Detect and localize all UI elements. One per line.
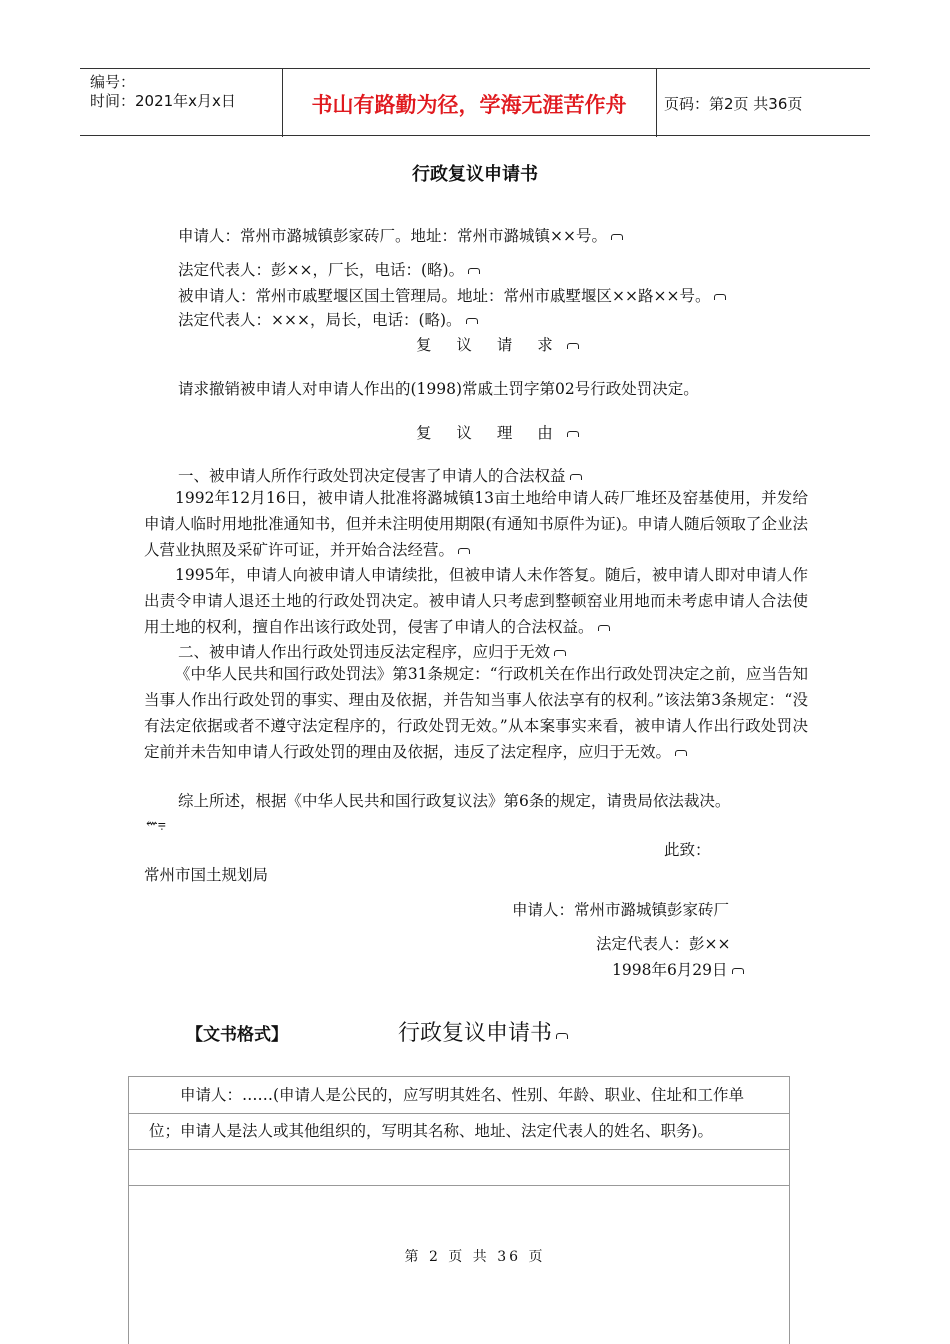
paragraph-mark-icon: [611, 234, 623, 240]
respondent-rep-line: [178, 308, 478, 330]
paragraph-mark-icon: [732, 968, 744, 974]
respondent-rep-text: 法定代表人：×××，局长，电话：(略)。: [178, 311, 462, 329]
header-meta: [90, 73, 236, 111]
header-divider: [656, 69, 657, 137]
header-motto: 书山有路勤为径，学海无涯苦作舟: [311, 93, 627, 117]
reason-2-paragraph-1: [144, 661, 808, 765]
request-heading-text: 复 议 请 求: [416, 336, 563, 354]
format-title-text: 行政复议申请书: [398, 1021, 553, 1046]
reason-1-title-text: 一、被申请人所作行政处罚决定侵害了申请人的合法权益: [178, 467, 566, 485]
reason-heading: [416, 421, 579, 443]
reason-2-title-text: 二、被申请人作出行政处罚违反法定程序，应归于无效: [178, 643, 551, 661]
format-template-box: [128, 1076, 790, 1344]
header-table: [80, 68, 870, 136]
paragraph-mark-icon: [598, 625, 610, 631]
header-number: 编号：: [90, 73, 136, 91]
applicant-text: 申请人：常州市潞城镇彭家砖厂。地址：常州市潞城镇××号。: [178, 227, 607, 245]
box-row-divider: [129, 1185, 789, 1186]
stray-glyph: ⇜⩦: [146, 816, 166, 832]
request-text: 请求撤销被申请人对申请人作出的(1998)常戚土罚字第02号行政处罚决定。: [178, 380, 699, 398]
applicant-rep-line: [178, 258, 480, 280]
page-footer: 第 2 页 共 36 页: [404, 1249, 546, 1265]
salutation: 此致：: [664, 841, 711, 859]
signature-date-text: 1998年6月29日: [612, 961, 728, 979]
document-title: 行政复议申请书: [412, 164, 538, 185]
reason-1-paragraph-2: [144, 562, 808, 640]
reason-2-p1-text: 《中华人民共和国行政处罚法》第31条规定：“行政机关在作出行政处罚决定之前，应当告知当事人作出行政处罚的事实、理由及依据，并告知当事人依法享有的权利。”该法第3条规定：“没有法定依据或者不遵守法定程序的，行政处罚无效。”从本案事实来看，被申请人作出行政处罚决定前并未告知申请人行政处罚的理由及依据，违反了法定程序，应归于无效。: [144, 665, 808, 761]
paragraph-mark-icon: [466, 318, 478, 324]
conclusion: 综上所述，根据《中华人民共和国行政复议法》第6条的规定，请贵局依法裁决。: [178, 792, 731, 810]
paragraph-mark-icon: [567, 431, 579, 437]
paragraph-mark-icon: [567, 343, 579, 349]
paragraph-mark-icon: [714, 294, 726, 300]
respondent-line: [178, 284, 726, 306]
signature-applicant: 申请人：常州市潞城镇彭家砖厂: [512, 901, 730, 919]
paragraph-mark-icon: [468, 268, 480, 274]
applicant-line: [178, 224, 623, 246]
signature-representative: 法定代表人：彭××: [596, 935, 731, 953]
recipient: 常州市国土规划局: [144, 866, 269, 884]
paragraph-mark-icon: [675, 750, 687, 756]
paragraph-mark-icon: [570, 474, 582, 480]
reason-1-title: [178, 464, 582, 486]
reason-1-p2-text: 1995年，申请人向被申请人申请续批，但被申请人未作答复。随后，被申请人即对申请人作出责令申请人退还土地的行政处罚决定。被申请人只考虑到整顿窑业用地而未考虑申请人合法使用土地的权利，擅自作出该行政处罚，侵害了申请人的合法权益。: [144, 566, 808, 636]
paragraph-mark-icon: [556, 1033, 568, 1039]
applicant-rep-text: 法定代表人：彭××，厂长，电话：(略)。: [178, 261, 465, 279]
paragraph-mark-icon: [554, 650, 566, 656]
format-label: 【文书格式】: [186, 1025, 288, 1045]
reason-2-title: [178, 640, 566, 662]
header-date: 时间：2021年x月x日: [90, 92, 236, 110]
box-row-divider: [129, 1149, 789, 1150]
request-heading: [416, 333, 579, 355]
reason-1-p1-text: 1992年12月16日，被申请人批准将潞城镇13亩土地给申请人砖厂堆坯及窑基使用，并发给申请人临时用地批准通知书，但并未注明使用期限(有通知书原件为证)。申请人随后领取了企业法人营业执照及采矿许可证，并开始合法经营。: [144, 489, 808, 559]
paragraph-mark-icon: [458, 548, 470, 554]
reason-1-paragraph-1: [144, 485, 808, 563]
format-line-1: 申请人：……(申请人是公民的，应写明其姓名、性别、年龄、职业、住址和工作单位；申请人是法人或其他组织的，写明其名称、地址、法定代表人的姓名、职务)。: [149, 1086, 745, 1140]
reason-heading-text: 复 议 理 由: [416, 424, 563, 442]
format-title: [398, 1016, 568, 1047]
header-page-info: 页码：第2页 共36页: [664, 95, 803, 113]
respondent-text: 被申请人：常州市戚墅堰区国土管理局。地址：常州市戚墅堰区××路××号。: [178, 287, 711, 305]
signature-date: [612, 958, 744, 980]
